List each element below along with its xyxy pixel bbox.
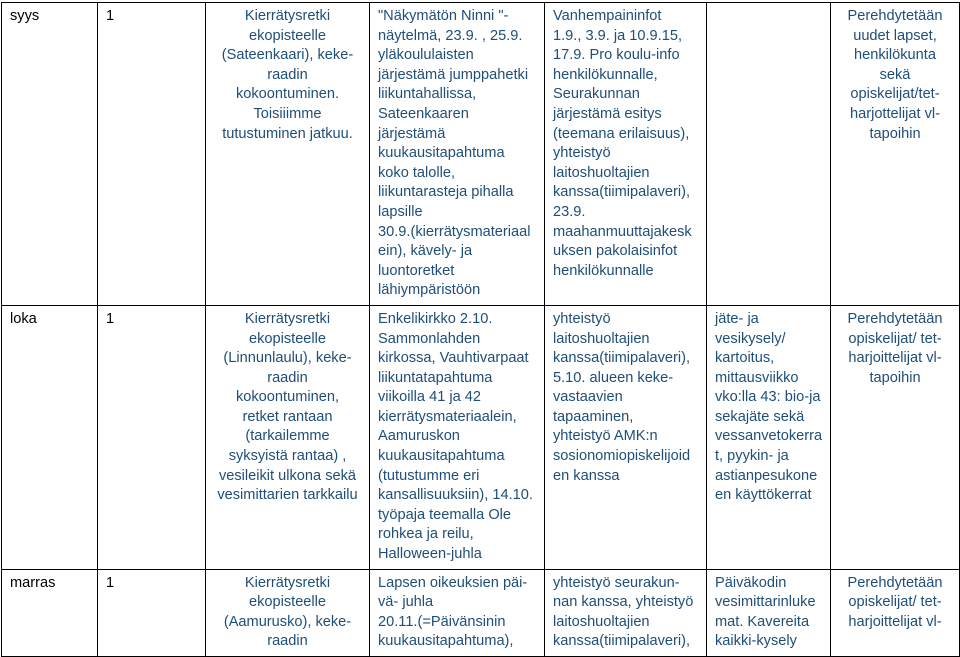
table-row [2,3,960,306]
month-cell: syys [2,3,98,306]
nature-activities-cell: Kierrätysretki ekopisteelle (Linnunlaulu), keke- raadin kokoontuminen, retket rantaan (tarkailemme syksyistä rantaa) , vesileikit ulkona sekä vesimittarien tarkkailu [206,305,370,569]
week-cell: 1 [98,3,206,306]
week-cell: 1 [98,305,206,569]
orientation-cell: Perehdytetään opiskelijat/ tet- harjoittelijat vl- [831,569,960,656]
events-cell: Lapsen oikeuksien päi- vä- juhla 20.11.(=Päivänsinin kuukausitapahtuma), [370,569,545,656]
table-row [2,305,960,569]
environment-cell: jäte- ja vesikysely/ kartoitus, mittausviikko vko:lla 43: bio-ja sekajäte sekä vessanvetokerra t, pyykin- ja astianpesukone en käyttökerrat [707,305,831,569]
nature-activities-cell: Kierrätysretki ekopisteelle (Sateenkaari), keke- raadin kokoontuminen. Toisiiimme tutustuminen jatkuu. [206,3,370,306]
week-cell: 1 [98,569,206,656]
orientation-cell: Perehdytetään opiskelijat/ tet- harjoittelijat vl- tapoihin [831,305,960,569]
events-cell: Enkelikirkko 2.10. Sammonlahden kirkossa, Vauhtivarpaat liikuntatapahtuma viikoilla 41 ja 42 kierrätysmateriaalein, Aamuruskon kuukausitapahtuma (tutustumme eri kansallisuuksiin), 14.10. työpaja teemalla Ole rohkea ja reilu, Halloween-juhla [370,305,545,569]
month-cell: marras [2,569,98,656]
month-cell: loka [2,305,98,569]
table-row [2,569,960,656]
environment-cell [707,3,831,306]
events-cell: "Näkymätön Ninni "- näytelmä, 23.9. , 25.9. yläkoululaisten järjestämä jumppahetki liikuntahallissa, Sateenkaaren järjestämä kuukausitapahtuma koko talolle, liikuntarasteja pihalla lapsille 30.9.(kierrätysmateriaal ein), kävely- ja luontoretket lähiympäristöön [370,3,545,306]
cooperation-cell: yhteistyö laitoshuoltajien kanssa(tiimipalaveri), 5.10. alueen keke- vastaavien tapaaminen, yhteistyö AMK:n sosionomiopiskelijoid en kanssa [545,305,707,569]
nature-activities-cell: Kierrätysretki ekopisteelle (Aamurusko), keke- raadin [206,569,370,656]
cooperation-cell: yhteistyö seurakun- nan kanssa, yhteistyö laitoshuoltajien kanssa(tiimipalaveri), [545,569,707,656]
orientation-cell: Perehdytetään uudet lapset, henkilökunta sekä opiskelijat/tet- harjottelijat vl- tapoihin [831,3,960,306]
activity-plan-table [1,2,960,657]
cooperation-cell: Vanhempaininfot 1.9., 3.9. ja 10.9.15, 17.9. Pro koulu-info henkilökunnalle, Seurakunnan järjestämä esitys (teemana erilaisuus), yhteistyö laitoshuoltajien kanssa(tiimipalaveri), 23.9. maahanmuuttajakesk uksen pakolaisinfot henkilökunnalle [545,3,707,306]
environment-cell: Päiväkodin vesimittarinluke mat. Kavereita kaikki-kysely [707,569,831,656]
